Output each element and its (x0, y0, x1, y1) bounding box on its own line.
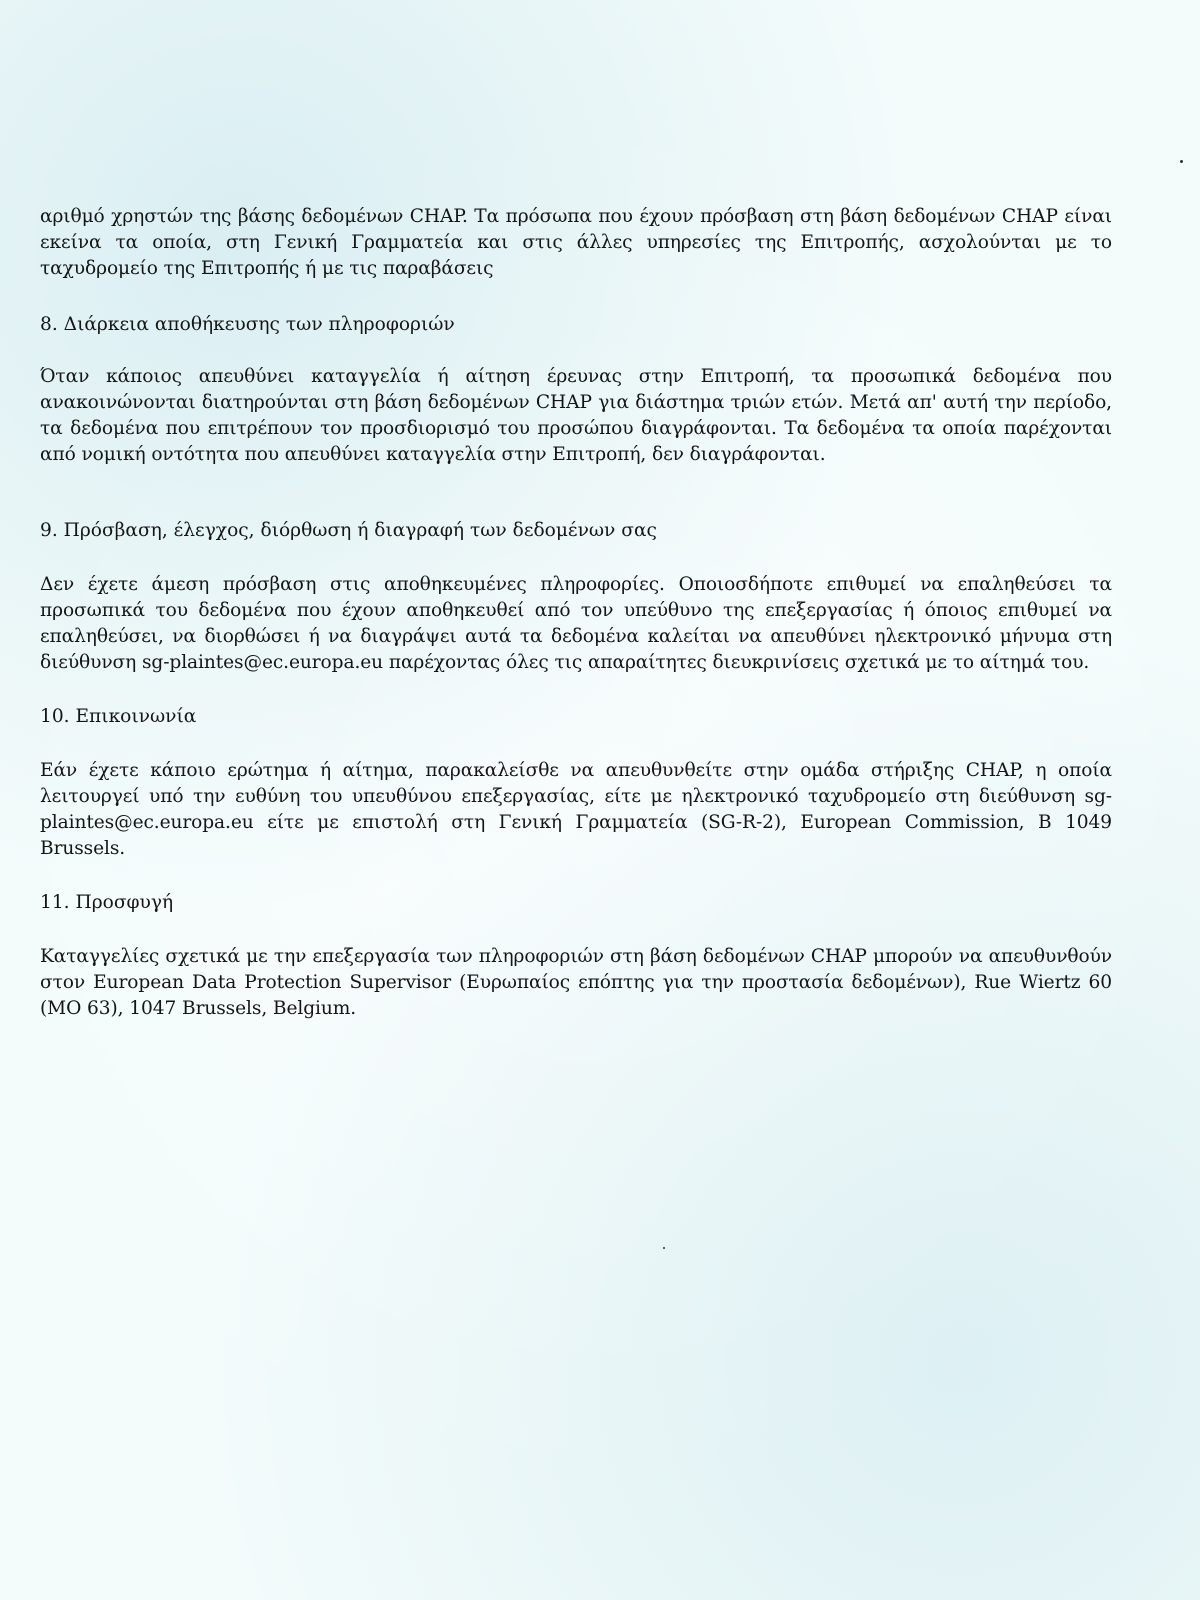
section-8-body: Όταν κάποιος απευθύνει καταγγελία ή αίτηση έρευνας στην Επιτροπή, τα προσωπικά δεδομένα που ανακοινώνονται διατηρούνται στη βάση δεδομένων CHAP για διάστημα τριών ετών. Μετά απ' αυτή την περίοδο, τα δεδομένα που επιτρέπουν τον προσδιορισμό του προσώπου διαγράφονται. Τα δεδομένα τα οποία παρέχονται από νομική οντότητα που απευθύνει καταγγελία στην Επιτροπή, δεν διαγράφονται. (40, 366, 1112, 465)
section-10-body: Εάν έχετε κάποιο ερώτημα ή αίτημα, παρακαλείσθε να απευθυνθείτε στην ομάδα στήριξης CHAP, η οποία λειτουργεί υπό την ευθύνη του υπευθύνου επεξεργασίας, είτε με ηλεκτρονικό ταχυδρομείο στη διεύθυνση sg-plaintes@ec.europa.eu είτε με επιστολή στη Γενική Γραμματεία (SG-R-2), European Commission, B 1049 Brussels. (40, 760, 1112, 859)
section-11-body: Καταγγελίες σχετικά με την επεξεργασία των πληροφοριών στη βάση δεδομένων CHAP μπορούν να απευθυνθούν στον European Data Protection Supervisor (Ευρωπαίος επόπτης για την προστασία δεδομένων), Rue Wiertz 60 (MO 63), 1047 Brussels, Belgium. (40, 946, 1112, 1019)
section-9-heading: 9. Πρόσβαση, έλεγχος, διόρθωση ή διαγραφή των δεδομένων σας (40, 520, 657, 541)
section-8-heading: 8. Διάρκεια αποθήκευσης των πληροφοριών (40, 314, 455, 335)
section-11-heading: 11. Προσφυγή (40, 892, 174, 913)
scan-speck (663, 1247, 665, 1249)
scan-speck (1180, 160, 1183, 163)
section-10-heading: 10. Επικοινωνία (40, 706, 197, 727)
intro-paragraph: αριθμό χρηστών της βάσης δεδομένων CHAP. Τα πρόσωπα που έχουν πρόσβαση στη βάση δεδομένων CHAP είναι εκείνα τα οποία, στη Γενική Γραμματεία και στις άλλες υπηρεσίες της Επιτροπής, ασχολούνται με το ταχυδρομείο της Επιτροπής ή με τις παραβάσεις (40, 206, 1112, 279)
section-9-body: Δεν έχετε άμεση πρόσβαση στις αποθηκευμένες πληροφορίες. Οποιοσδήποτε επιθυμεί να επαληθεύσει τα προσωπικά του δεδομένα που έχουν αποθηκευθεί από τον υπεύθυνο της επεξεργασίας ή όποιος επιθυμεί να επαληθεύσει, να διορθώσει ή να διαγράψει αυτά τα δεδομένα καλείται να απευθύνει ηλεκτρονικό μήνυμα στη διεύθυνση sg-plaintes@ec.europa.eu παρέχοντας όλες τις απαραίτητες διευκρινίσεις σχετικά με το αίτημά του. (40, 574, 1112, 673)
document-page (40, 204, 1112, 1022)
